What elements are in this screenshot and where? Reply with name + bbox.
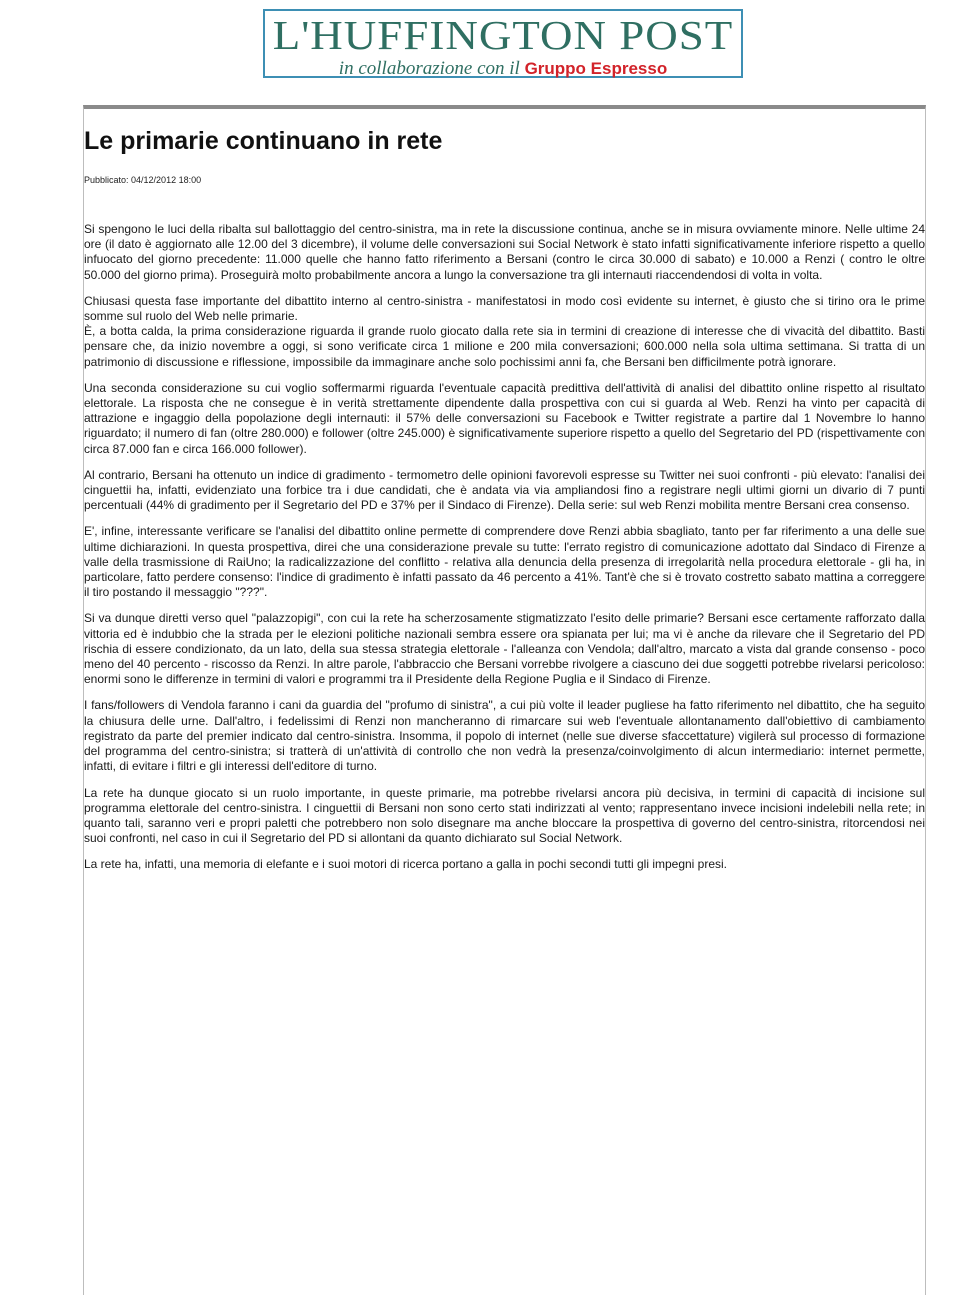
article-paragraph-5: Al contrario, Bersani ha ottenuto un indice di gradimento - termometro delle opinioni favorevoli espresse su Twitter nei suoi confronti - più elevato: l'analisi dei cinguettii ha, infatti, evidenziato una forbice tra i due candidati, che è andata via via ampliandosi fino a registrare negli ultimi giorni un divario di 7 punti percentuali (44% di gradimento per il Segretario del PD e 37% per il Sindaco di Firenze). Della serie: sul web Renzi mobilita mentre Bersani crea consenso. bbox=[84, 467, 925, 513]
article-paragraph-4: Una seconda considerazione su cui voglio soffermarmi riguarda l'eventuale capacità predittiva dell'attività di analisi del dibattito online rispetto al risultato elettorale. La risposta che ne consegue è in verità strettamente dipendente dalla prospettiva con cui si guarda al Web. Renzi ha vinto per capacità di attrazione e ingaggio della popolazione degli internauti: il 57% delle conversazioni su Facebook e Twitter registrate a partire dal 1 Novembre lo hanno riguardato; il numero di fan (oltre 280.000) e follower (oltre 245.000) è significativamente superiore rispetto a quello del Segretario del PD (rispettivamente con circa 87.000 fan e circa 166.000 follower). bbox=[84, 380, 925, 456]
article-paragraph-9: La rete ha dunque giocato si un ruolo importante, in queste primarie, ma potrebbe rivelarsi ancora più decisiva, in termini di capacità di incisione sul programma elettorale del centro-sinistra. I cinguettii di Bersani non sono certo stati indirizzati al vento; rappresentano invece incisioni indelebili nella rete; in quanto tali, saranno veri e propri paletti che potrebbero non solo disegnare ma anche bloccare la prospettiva di governo del centro-sinistra, ritorcendosi nei suoi confronti, nel caso in cui il Segretario del PD si allontani da quanto dichiarato sul Social Network. bbox=[84, 785, 925, 846]
article-paragraph-6: E', infine, interessante verificare se l'analisi del dibattito online permette di comprendere dove Renzi abbia sbagliato, tanto per far riferimento a una delle sue ultime dichiarazioni. In questa prospettiva, direi che una considerazione prevale su tutte: l'errato registro di comunicazione adottato dal Sindaco di Firenze a valle della trasmissione di RaiUno; la radicalizzazione del conflitto - relativa alla denuncia della presenza di irregolarità nella procedura elettorale - gli ha, in particolare, fatto perdere consenso: l'indice di gradimento è infatti passato da 46 percento a 41%. Tant'è che si è trovato costretto sabato mattina a correggere il tiro postando il messaggio "???". bbox=[84, 524, 925, 600]
article-body bbox=[84, 222, 925, 884]
masthead-logo bbox=[263, 9, 743, 78]
article-paragraph-7: Si va dunque diretti verso quel "palazzopigi", con cui la rete ha scherzosamente stigmatizzato l'esito delle primarie? Bersani esce certamente rafforzato dalla vittoria ed è indubbio che la strada per le elezioni politiche nazionali sembra essere ora spianata per lui; ma vi è anche da rilevare che il Segretario del PD rischia di essere condizionato, da un lato, della sua stessa strategia elettorale - l'alleanza con Vendola; dall'altro, marcato a vista dal grande consenso - poco meno del 40 percento - riscosso da Renzi. In altre parole, l'abbraccio che Bersani vorrebbe rivolgere a ciascuno dei due soggetti potrebbe rivelarsi pericoloso: enormi sono le differenze in termini di valori e programmi tra il Presidente della Regione Puglia e il Sindaco di Firenze. bbox=[84, 611, 925, 687]
masthead-brand: Gruppo Espresso bbox=[524, 59, 668, 78]
masthead-tagline: in collaborazione con il bbox=[338, 58, 520, 79]
article-paragraph-10: La rete ha, infatti, una memoria di elefante e i suoi motori di ricerca portano a galla in pochi secondi tutti gli impegni presi. bbox=[84, 857, 728, 872]
article-paragraph-3: È, a botta calda, la prima considerazione riguarda il grande ruolo giocato dalla rete sia in termini di creazione di interesse che di vivacità del dibattito. Basti pensare che, da inizio novembre a oggi, si sono verificate circa 1 milione e 200 mila conversazioni; 600.000 nella sola ultima settimana. Si tratta di un patrimonio di discussione e riflessione, impossibile da immaginare anche solo pochissimi anni fa, che Bersani ben difficilmente potrà ignorare. bbox=[84, 324, 925, 369]
article-paragraph-1: Si spengono le luci della ribalta sul ballottaggio del centro-sinistra, ma in rete la discussione continua, anche se in misura ovviamente minore. Nelle ultime 24 ore (il dato è aggiornato alle 12.00 del 3 dicembre), il volume delle conversazioni sui Social Network è stato infatti significativamente inferiore rispetto a quello infuocato del giorno precedente: 11.000 quelle che hanno fatto riferimento a Bersani (contro le circa 30.000 di sabato) e 10.000 a Renzi ( contro le oltre 50.000 del giorno prima). Proseguirà molto probabilmente ancora a lungo la conversazione tra gli internauti riaccendendosi di volta in volta. bbox=[84, 222, 925, 282]
article-title: Le primarie continuano in rete bbox=[84, 127, 443, 155]
masthead-subline bbox=[265, 59, 741, 79]
article-paragraph-8: I fans/followers di Vendola faranno i cani da guardia del "profumo di sinistra", a cui più volte il leader pugliese ha fatto riferimento nel dibattito, che ha seguito la chiusura delle urne. Dall'altro, i fedelissimi di Renzi non mancheranno di rimarcare sui web l'eventuale allontanamento dall'obiettivo di cambiamento registrato da parte del premier indicato dal centro-sinistra. Insomma, il popolo di internet (nelle sue diverse sfaccettature) vigilerà sul processo di formazione del programma del centro-sinistra; si tratterà di un'attività di controllo che non vedrà la presenza/coinvolgimento di alcun intermediario: internet permette, infatti, di evitare i filtri e gli interessi dell'editore di turno. bbox=[84, 698, 925, 774]
masthead-name: L'HUFFINGTON POST bbox=[272, 12, 734, 58]
article-published-date: Pubblicato: 04/12/2012 18:00 bbox=[84, 175, 202, 185]
article-paragraph-2: Chiusasi questa fase importante del dibattito interno al centro-sinistra - manifestatosi in modo così evidente su internet, è giusto che si tirino ora le prime somme sul ruolo del Web nelle primarie. bbox=[84, 293, 925, 324]
